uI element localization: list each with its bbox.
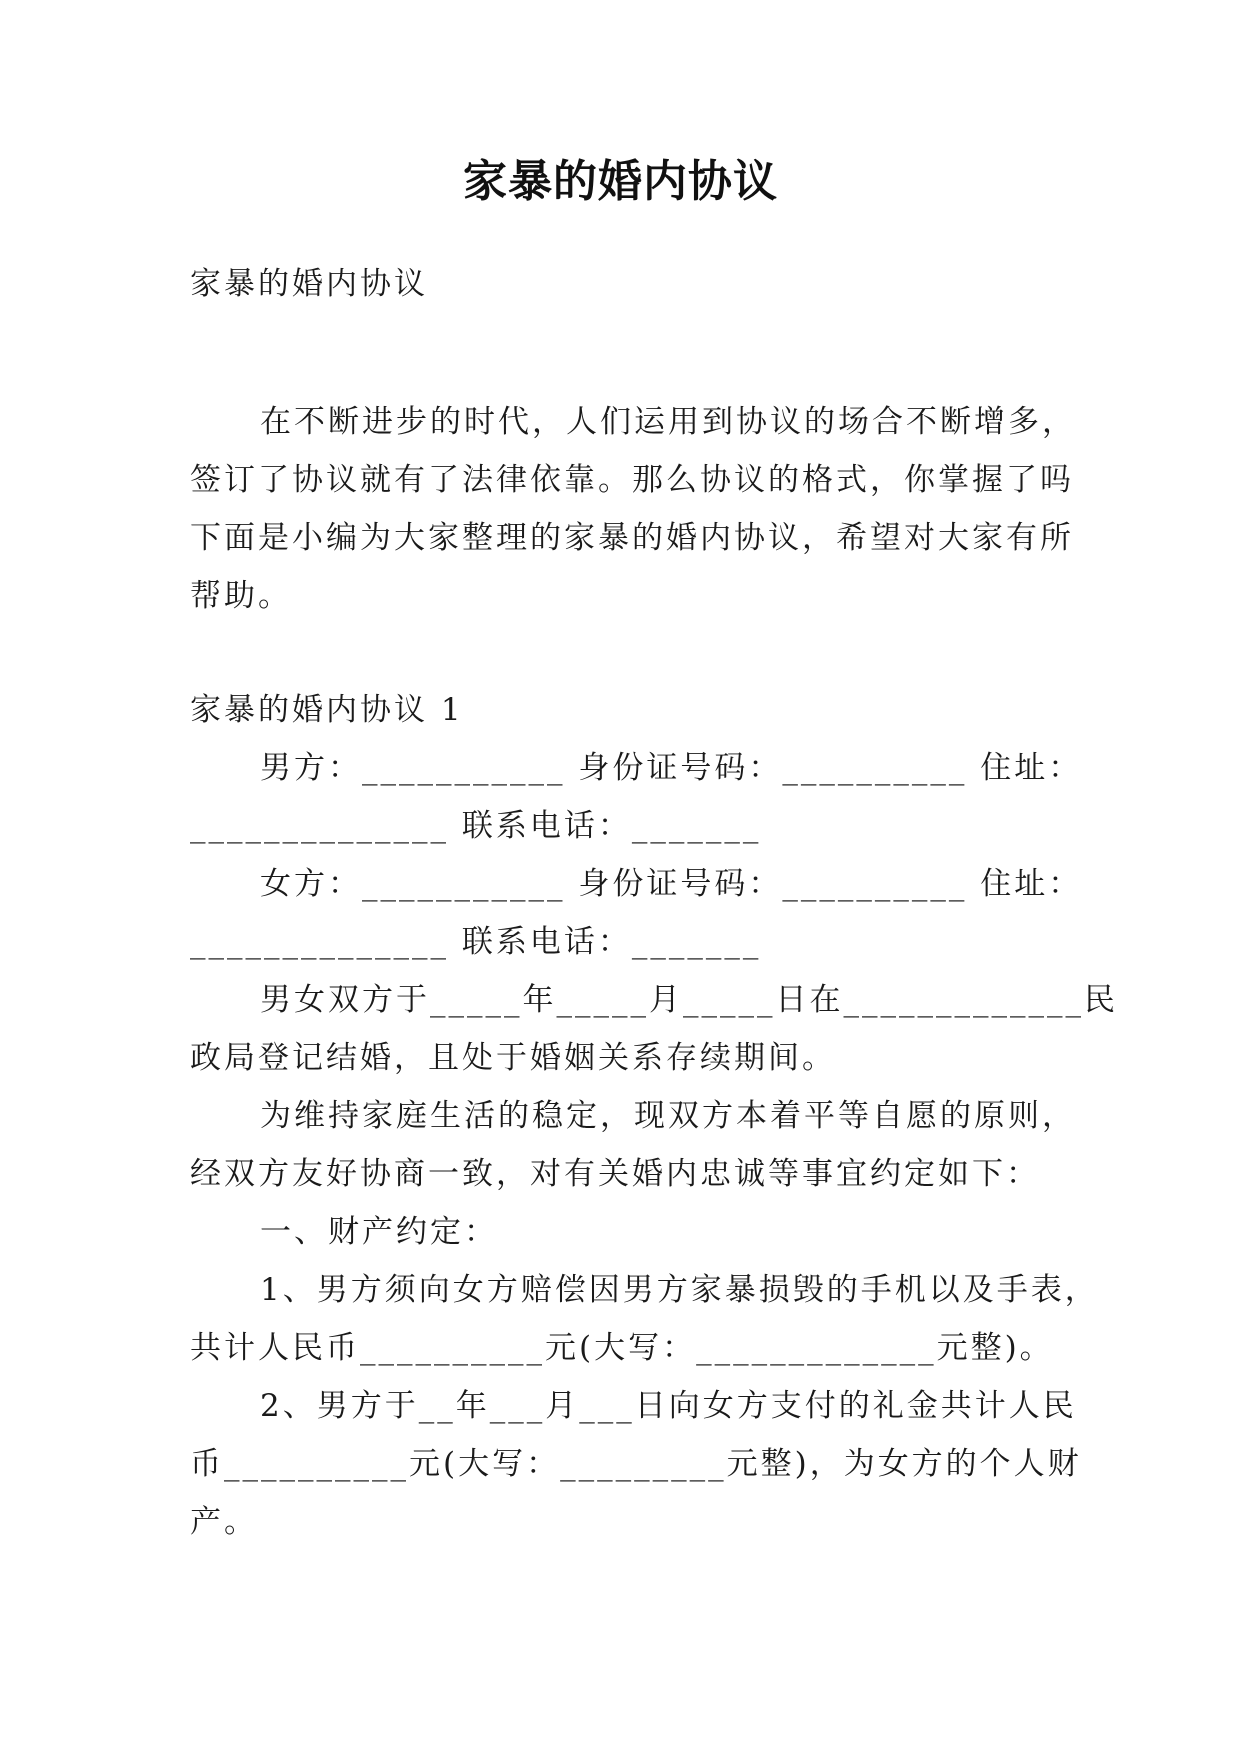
- clause-line: 2、男方于__年___月___日向女方支付的礼金共计人民: [260, 1388, 1077, 1424]
- clause-heading: 一、财产约定：: [260, 1214, 498, 1250]
- clause-line: 币__________元(大写：_________元整)，为女方的个人财: [190, 1446, 1082, 1482]
- marriage-line: 政局登记结婚，且处于婚姻关系存续期间。: [190, 1040, 836, 1076]
- female-party-line: ______________ 联系电话：_______: [190, 924, 762, 960]
- female-party-line: 女方：___________ 身份证号码：__________ 住址：: [260, 866, 1083, 902]
- document-title: 家暴的婚内协议: [463, 156, 778, 207]
- intro-line: 帮助。: [190, 578, 292, 614]
- purpose-line: 经双方友好协商一致，对有关婚内忠诚等事宜约定如下：: [190, 1156, 1040, 1192]
- male-party-line: 男方：___________ 身份证号码：__________ 住址：: [260, 750, 1083, 786]
- intro-line: 在不断进步的时代，人们运用到协议的场合不断增多，: [260, 404, 1076, 440]
- purpose-line: 为维持家庭生活的稳定，现双方本着平等自愿的原则，: [260, 1098, 1076, 1134]
- intro-line: 签订了协议就有了法律依靠。那么协议的格式，你掌握了吗: [190, 462, 1074, 498]
- clause-line: 1、男方须向女方赔偿因男方家暴损毁的手机以及手表，: [260, 1272, 1099, 1308]
- intro-line: 下面是小编为大家整理的家暴的婚内协议，希望对大家有所: [190, 520, 1074, 556]
- male-party-line: ______________ 联系电话：_______: [190, 808, 762, 844]
- clause-line: 共计人民币__________元(大写：_____________元整)。: [190, 1330, 1054, 1366]
- clause-line: 产。: [190, 1504, 258, 1540]
- marriage-line: 男女双方于_____年_____月_____日在_____________民: [260, 982, 1118, 1018]
- section-heading: 家暴的婚内协议 1: [190, 692, 464, 728]
- document-subtitle: 家暴的婚内协议: [190, 266, 428, 302]
